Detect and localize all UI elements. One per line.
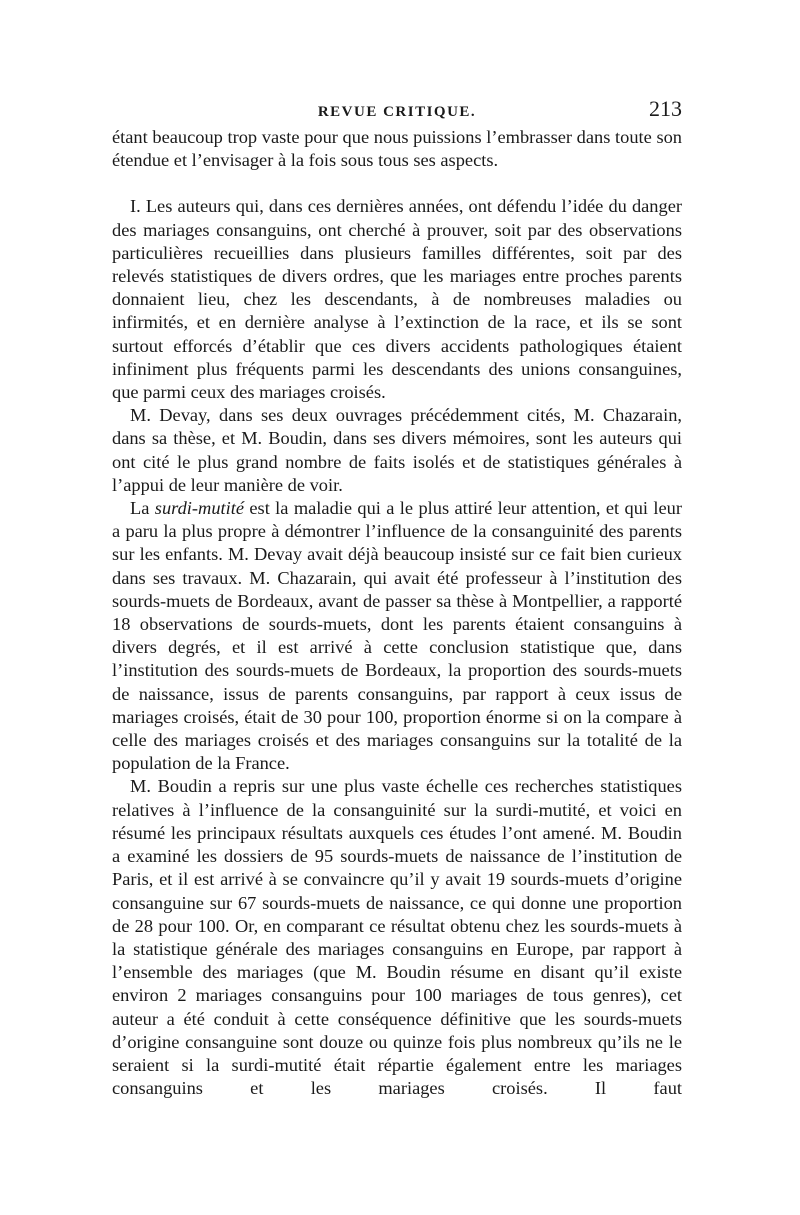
running-head <box>112 96 682 126</box>
italic-term: surdi-mutité <box>154 498 245 519</box>
page-number: 213 <box>649 96 682 121</box>
body-text <box>112 126 682 1100</box>
paragraph-surdi-mutite-body: est la maladie qui a le plus attiré leur attention, et qui leur a paru la plus propre à démontrer l’influence de la consanguinité des parents sur les enfants. M. Devay avait déjà beaucoup insisté sur ce fait bien curieux dans ses travaux. M. Chazarain, qui avait été professeur à l’institution des sourds-muets de Bordeaux, avant de passer sa thèse à Montpellier, a rapporté 18 observations de sourds-muets, dont les parents étaient consanguins à divers degrés, et il est arrivé à cette conclusion statistique que, dans l’institution des sourds-muets de Bordeaux, la proportion des sourds-muets de naissance, issus de parents consanguins, par rapport à ceux issus de mariages croisés, était de 30 pour 100, proportion énorme si on la compare à celle des mariages croisés et des mariages consanguins sur la totalité de la population de la France. <box>112 498 682 774</box>
paragraph-continuation: étant beaucoup trop vaste pour que nous puissions l’embrasser dans toute son étendue et l’envisager à la fois sous tous ses aspects. <box>112 127 682 171</box>
running-title: REVUE CRITIQUE. <box>317 104 477 120</box>
paragraph-surdi-mutite <box>112 497 682 775</box>
paragraph-authors: M. Devay, dans ses deux ouvrages précédemment cités, M. Chazarain, dans sa thèse, et M. Boudin, dans ses divers mémoires, sont les auteurs qui ont cité le plus grand nombre de faits isolés et de statistiques générales à l’appui de leur manière de voir. <box>112 405 682 495</box>
book-page <box>112 96 682 1100</box>
paragraph-section-one: I. Les auteurs qui, dans ces dernières années, ont défendu l’idée du danger des mariages consanguins, ont cherché à prouver, soit par des observations particulières recueillies dans plusieurs familles différentes, soit par des relevés statistiques de divers ordres, que les mariages entre proches parents donnaient lieu, chez les descendants, à de nombreuses maladies ou infirmités, et en dernière analyse à l’extinction de la race, et ils se sont surtout efforcés d’établir que ces divers accidents pathologiques étaient infiniment plus fréquents parmi les descendants des unions consanguines, que parmi ceux des mariages croisés. <box>112 196 682 403</box>
paragraph-surdi-mutite-prefix: La <box>130 498 150 519</box>
paragraph-boudin: M. Boudin a repris sur une plus vaste échelle ces recherches statistiques relatives à l’influence de la consanguinité sur la surdi-mutité, et voici en résumé les principaux résultats auxquels ces études l’ont amené. M. Boudin a examiné les dossiers de 95 sourds-muets de naissance de l’institution de Paris, et il est arrivé à se convaincre qu’il y avait 19 sourds-muets d’origine consanguine sur 67 sourds-muets de naissance, ce qui donne une proportion de 28 pour 100. Or, en comparant ce résultat obtenu chez les sourds-muets à la statistique générale des mariages consanguins en Europe, par rapport à l’ensemble des mariages (que M. Boudin résume en disant qu’il existe environ 2 mariages consanguins pour 100 mariages de tous genres), cet auteur a été conduit à cette conséquence définitive que les sourds-muets d’origine consanguine sont douze ou quinze fois plus nombreux qu’ils ne le seraient si la surdi-mutité était répartie également entre les mariages consanguins et les mariages croisés. Il faut <box>112 776 682 1099</box>
